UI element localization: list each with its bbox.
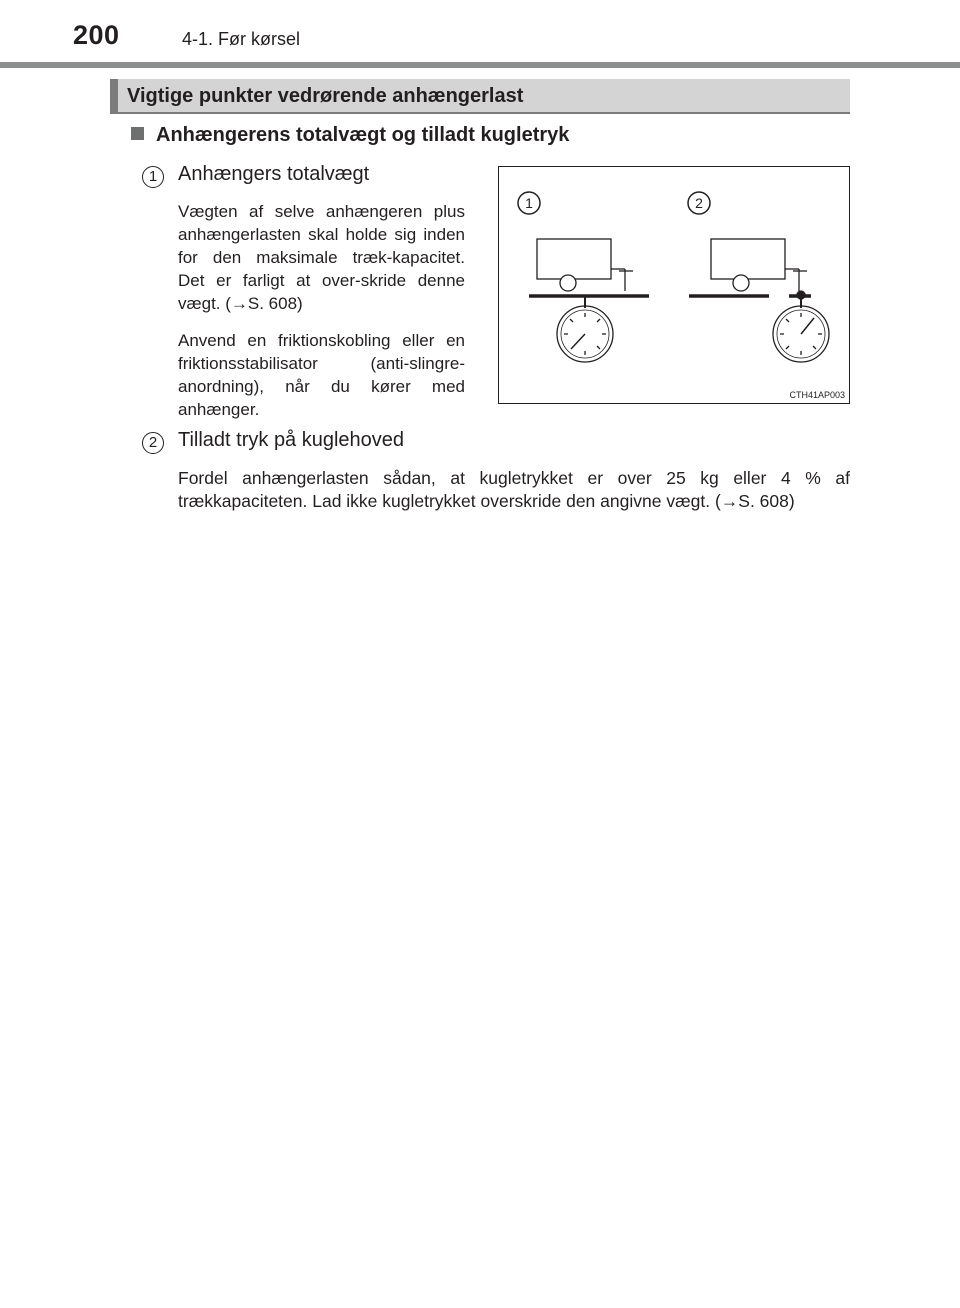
item-title: Tilladt tryk på kuglehoved xyxy=(178,429,405,451)
subheading-text: Anhængerens totalvægt og tilladt kugletryk xyxy=(156,124,570,146)
item-title: Anhængers totalvægt xyxy=(178,163,370,185)
trailer-total-weight-illustration xyxy=(529,239,649,362)
chapter-title: 4-1. Før kørsel xyxy=(182,29,301,49)
header-divider xyxy=(0,62,960,68)
subheading xyxy=(131,124,569,147)
item-number-badge: 2 xyxy=(142,432,164,454)
page-number: 200 xyxy=(73,20,120,50)
figure-label-2 xyxy=(688,192,710,214)
trailer-tongue-weight-illustration xyxy=(689,239,829,362)
item-paragraph: Anvend en friktionskobling eller en friktionsstabilisator (anti-slingre-anordning), når du kører med anhænger. xyxy=(178,331,465,419)
trailer-diagram xyxy=(499,167,851,405)
item-paragraph: Fordel anhængerlasten sådan, at kugletrykket er over 25 kg eller 4 % af trækkapaciteten. Lad ikke kugletrykket overskride den angivne vægt. (→S. 608) xyxy=(178,468,850,511)
figure-code: CTH41AP003 xyxy=(789,390,845,400)
figure-label-1 xyxy=(518,192,540,214)
section-bar-underline xyxy=(110,112,850,114)
square-bullet-icon xyxy=(131,127,144,140)
item-paragraph: Vægten af selve anhængeren plus anhængerlasten skal holde sig inden for den maksimale træk-kapacitet. Det er farligt at over-skride denne vægt. (→S. 608) xyxy=(178,202,465,313)
figure-label-1-text: 1 xyxy=(525,195,533,211)
figure-label-2-text: 2 xyxy=(695,195,703,211)
item-number-badge: 1 xyxy=(142,166,164,188)
trailer-figure xyxy=(498,166,850,404)
section-title: Vigtige punkter vedrørende anhængerlast xyxy=(127,85,524,107)
